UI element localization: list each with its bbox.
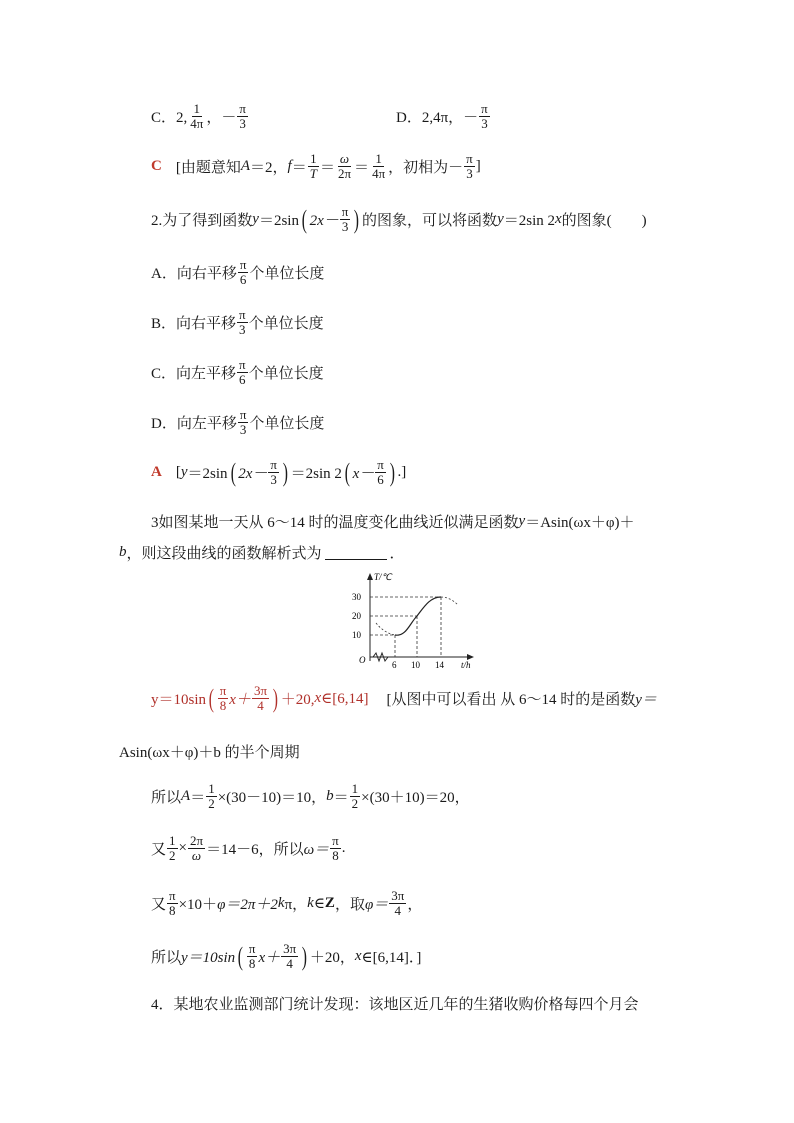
q1-option-d: D．2,4π，－ $\frac{\pi}{3}$ [396,101,488,131]
temperature-curve-figure [340,571,480,669]
xtick-6: 6 [392,660,397,669]
q2-option-c: C．向左平移 $\frac{\pi}{6}$ 个单位长度 [151,357,324,387]
q2-stem: 2.为了得到函数 y ＝2sin ( 2x－ $\frac{\pi}{3}$ ) 的图象，可以将函数 y ＝2sin 2 x 的图象( ) [151,204,647,234]
q3-step1: 所以 A ＝ $\frac{1}{2}$ ×(30－10)＝10， b ＝ $\frac{1}{2}$ ×(30＋10)＝20， [151,781,470,811]
xtick-10: 10 [411,660,420,669]
curve-extension-right [441,597,458,605]
q1-answer: C [由题意知 A ＝2， f ＝ $\frac{1}{T}$ ＝ $\frac{\omega}{2\pi}$ ＝ $\frac{1}{4\pi}$ ，初相为－ $\frac{\pi}{3}$ ] [151,151,481,181]
q3-step2: 又 $\frac{1}{2}$ × $\frac{2\pi}{\omega}$ ＝14－6，所以 ω＝ $\frac{\pi}{8}$ . [151,833,346,863]
ytick-30: 30 [352,592,361,602]
q3-stem-line1: 3如图某地一天从 6～14 时的温度变化曲线近似满足函数 y ＝Asin(ωx＋φ)＋ [151,513,635,531]
xtick-14: 14 [435,660,444,669]
curve-extension-left [376,623,395,635]
q4-stem: 4．某地农业监测部门统计发现：该地区近几年的生猪收购价格每四个月会 [151,997,639,1013]
q3-answer-line1: y＝10sin ( $\frac{\pi}{8}$ x＋ $\frac{3\pi}{4}$ ) ＋20, x ∈[6,14] [从图中可以看出 从 6～14 时的是函数 y＝ [151,683,657,713]
origin-label: O [359,655,366,665]
x-axis-label: t/h [461,660,471,669]
answer-blank [325,545,387,560]
q1-option-c: C．2, $\frac{1}{4\pi}$ ，－ $\frac{\pi}{3}$ [151,101,246,131]
q3-answer-line2: Asin(ωx＋φ)＋b 的半个周期 [119,745,300,761]
q3-step4: 所以 y＝10sin ( $\frac{\pi}{8}$ x＋ $\frac{3\pi}{4}$ ) ＋20， x ∈[6,14]．] [151,941,422,971]
y-axis-label: T/℃ [374,572,392,582]
q2-option-b: B．向右平移 $\frac{\pi}{3}$ 个单位长度 [151,307,324,337]
q2-option-a: A．向右平移 $\frac{\pi}{6}$ 个单位长度 [151,257,325,287]
q2-answer: A [ y ＝2sin ( 2x－ $\frac{\pi}{3}$ ) ＝2sin 2 ( x－ $\frac{\pi}{6}$ ) .] [151,457,407,487]
q3-step3: 又 $\frac{\pi}{8}$ ×10＋ φ＝2π＋2 k π， k ∈ Z ，取 φ＝ $\frac{3\pi}{4}$ ， [151,888,423,918]
q3-stem-line2: b ，则这段曲线的函数解析式为 ． [119,544,405,562]
q2-option-d: D．向左平移 $\frac{\pi}{3}$ 个单位长度 [151,407,325,437]
y-axis-arrow [367,573,373,580]
ytick-20: 20 [352,611,361,621]
ytick-10: 10 [352,630,361,640]
